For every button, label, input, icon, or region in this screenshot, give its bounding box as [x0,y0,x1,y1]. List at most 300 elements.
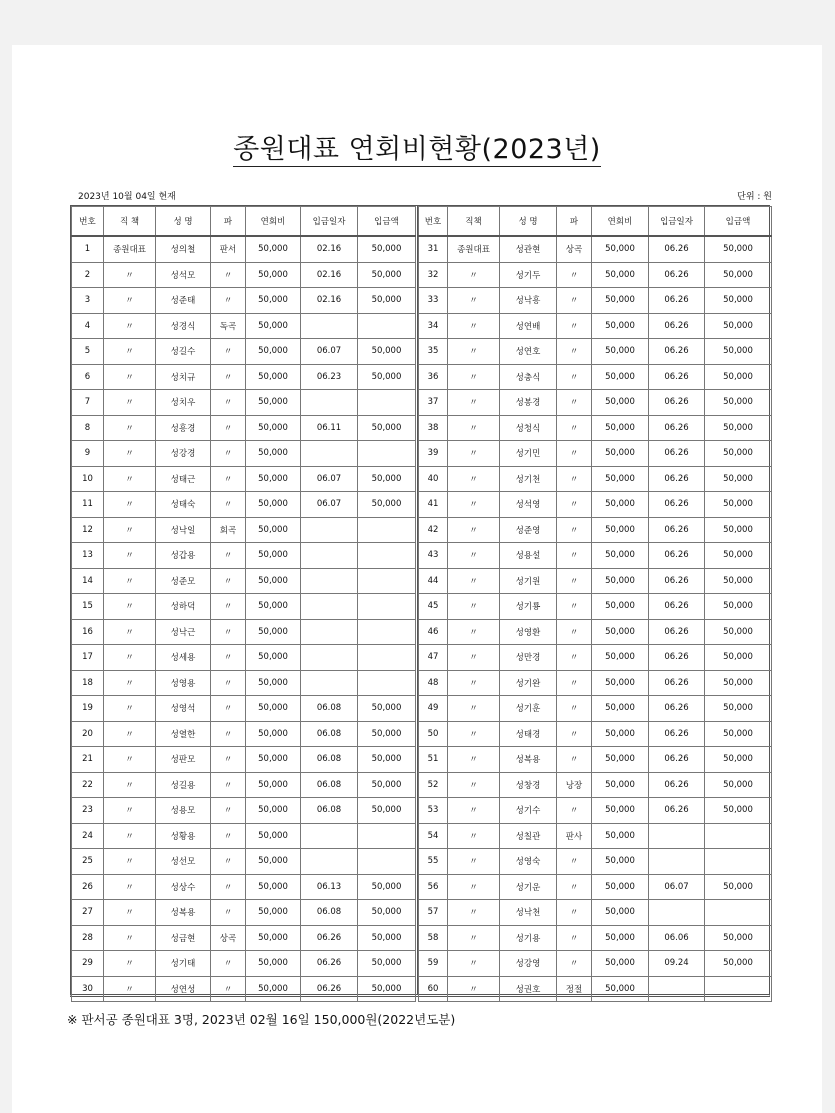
table-cell: 〃 [104,721,156,747]
table-row [72,313,416,339]
table-cell: 06.26 [649,721,705,747]
table-header-row [419,207,772,237]
table-cell: 〃 [557,543,592,569]
column-header: 직책 [448,207,500,237]
table-cell: 06.08 [301,798,358,824]
table-cell: 〃 [448,696,500,722]
table-cell: 성청식 [500,415,557,441]
unit-note: 단위 : 원 [737,192,772,202]
table-cell: 50,000 [358,288,416,314]
table-cell: 〃 [557,517,592,543]
table-cell: 〃 [211,772,246,798]
table-cell: 〃 [448,517,500,543]
table-cell: 50,000 [246,619,301,645]
table-cell: 〃 [557,900,592,926]
table-cell: 50,000 [358,772,416,798]
table-cell: 〃 [448,415,500,441]
table-row [72,798,416,824]
table-cell: 성치규 [156,364,211,390]
table-cell [358,670,416,696]
table-cell: 50,000 [246,390,301,416]
table-cell: 성칠관 [500,823,557,849]
table-cell: 50,000 [246,823,301,849]
table-cell: 〃 [448,390,500,416]
table-cell: 50,000 [705,798,772,824]
column-header: 입금일자 [649,207,705,237]
table-cell: 〃 [104,772,156,798]
table-cell: 06.07 [301,339,358,365]
table-cell [649,976,705,1002]
dues-table-left [71,206,418,994]
table-cell: 06.26 [649,339,705,365]
table-cell [358,568,416,594]
table-cell: 〃 [557,466,592,492]
table-cell: 06.26 [649,543,705,569]
table-cell: 27 [72,900,104,926]
table-cell: 55 [419,849,448,875]
table-cell: 50,000 [358,874,416,900]
table-cell: 06.26 [649,364,705,390]
table-cell [301,543,358,569]
table-cell: 성기용 [500,925,557,951]
table-cell: 〃 [557,594,592,620]
table-cell: 46 [419,619,448,645]
table-cell: 50,000 [592,823,649,849]
table-cell: 성용모 [156,798,211,824]
table-cell: 〃 [211,441,246,467]
dues-table-right [418,206,771,994]
table-cell: 성열한 [156,721,211,747]
table-cell: 06.26 [649,619,705,645]
table-row [72,925,416,951]
table-cell: 〃 [211,543,246,569]
table-cell: 3 [72,288,104,314]
table-cell: 43 [419,543,448,569]
table-cell: 60 [419,976,448,1002]
table-row [72,517,416,543]
table-cell: 51 [419,747,448,773]
table-cell: 11 [72,492,104,518]
table-cell: 〃 [557,951,592,977]
table-cell: 50,000 [705,543,772,569]
table-cell: 50,000 [358,925,416,951]
table-row [419,390,772,416]
table-row [419,236,772,262]
table-cell: 37 [419,390,448,416]
table-row [72,543,416,569]
table-cell: 50,000 [705,696,772,722]
table-cell [301,849,358,875]
document-page [12,45,822,1113]
table-cell: 〃 [104,441,156,467]
table-cell [301,823,358,849]
table-cell: 〃 [211,619,246,645]
table-cell: 50,000 [358,798,416,824]
table-cell: 정절 [557,976,592,1002]
table-cell: 06.26 [649,798,705,824]
table-cell: 〃 [448,594,500,620]
table-cell: 〃 [557,747,592,773]
table-cell: 〃 [557,288,592,314]
table-cell: 18 [72,670,104,696]
table-cell: 〃 [557,874,592,900]
table-cell: 50,000 [592,849,649,875]
table-cell: 〃 [104,696,156,722]
table-row [72,645,416,671]
table-cell: 〃 [104,262,156,288]
table-cell: 02.16 [301,236,358,262]
table-cell: 2 [72,262,104,288]
table-cell: 50,000 [592,951,649,977]
table-cell: 〃 [448,874,500,900]
table-cell: 〃 [448,313,500,339]
table-cell: 성태숙 [156,492,211,518]
table-cell: 성기두 [500,262,557,288]
dues-table [70,205,770,997]
table-cell [649,823,705,849]
table-cell [301,645,358,671]
table-cell: 50,000 [705,492,772,518]
table-cell: 58 [419,925,448,951]
table-cell: 06.26 [301,925,358,951]
table-row [419,696,772,722]
table-cell: 〃 [104,517,156,543]
table-cell: 26 [72,874,104,900]
table-cell: 50,000 [358,951,416,977]
table-cell: 〃 [211,568,246,594]
table-cell: 〃 [557,670,592,696]
table-cell: 50,000 [592,976,649,1002]
table-row [419,849,772,875]
table-cell: 50,000 [246,798,301,824]
table-cell: 48 [419,670,448,696]
table-cell: 성권호 [500,976,557,1002]
table-cell: 〃 [211,288,246,314]
table-cell: 50,000 [592,747,649,773]
table-cell: 06.26 [649,772,705,798]
table-cell: 06.26 [649,441,705,467]
table-row [419,262,772,288]
table-cell: 성의철 [156,236,211,262]
table-cell: 06.13 [301,874,358,900]
table-cell: 〃 [557,390,592,416]
table-cell: 성기운 [500,874,557,900]
table-cell: 〃 [448,951,500,977]
table-cell: 50,000 [246,925,301,951]
table-cell: 50,000 [705,339,772,365]
table-cell: 50,000 [705,772,772,798]
table-cell: 〃 [211,721,246,747]
table-cell: 50,000 [592,772,649,798]
table-cell: 〃 [211,900,246,926]
table-cell: 20 [72,721,104,747]
table-cell: 〃 [211,849,246,875]
table-cell: 50,000 [358,466,416,492]
table-cell: 06.07 [649,874,705,900]
table-cell: 성영용 [156,670,211,696]
table-cell: 종원대표 [448,236,500,262]
table-cell: 성경식 [156,313,211,339]
table-cell: 〃 [448,747,500,773]
table-cell: 성영숙 [500,849,557,875]
table-cell: 06.26 [649,390,705,416]
table-cell: 50,000 [246,849,301,875]
table-cell: 50,000 [592,415,649,441]
table-cell: 50,000 [705,594,772,620]
table-cell [705,976,772,1002]
table-cell: 50,000 [246,364,301,390]
table-cell: 50 [419,721,448,747]
table-cell: 50,000 [705,415,772,441]
table-cell: 성세용 [156,645,211,671]
table-cell: 57 [419,900,448,926]
table-cell: 50,000 [705,313,772,339]
table-cell: 낭장 [557,772,592,798]
table-cell: 성태근 [156,466,211,492]
table-cell: 성용설 [500,543,557,569]
table-cell: 50,000 [592,670,649,696]
table-header-row [72,207,416,237]
table-cell: 〃 [448,670,500,696]
table-cell: 50,000 [592,619,649,645]
table-cell: 28 [72,925,104,951]
table-cell: 6 [72,364,104,390]
column-header: 파 [557,207,592,237]
table-cell: 50,000 [705,517,772,543]
table-cell: 50,000 [246,951,301,977]
table-cell: 성복용 [156,900,211,926]
table-cell: 〃 [448,645,500,671]
table-cell: 성연호 [500,339,557,365]
table-row [419,441,772,467]
table-row [72,415,416,441]
table-cell [705,849,772,875]
table-cell: 〃 [104,670,156,696]
table-cell: 50,000 [246,415,301,441]
table-cell: 50,000 [705,670,772,696]
table-cell [358,645,416,671]
table-cell: 성기천 [500,466,557,492]
table-cell: 〃 [448,849,500,875]
table-cell: 성준태 [156,288,211,314]
table-row [419,492,772,518]
table-cell: 50,000 [592,874,649,900]
table-cell: 〃 [104,364,156,390]
table-cell [649,849,705,875]
table-cell: 〃 [557,313,592,339]
table-cell: 50,000 [358,900,416,926]
table-cell: 06.26 [301,951,358,977]
table-row [419,925,772,951]
table-cell: 〃 [211,976,246,1002]
table-cell: 〃 [211,339,246,365]
table-cell: 〃 [557,696,592,722]
table-cell: 50,000 [592,543,649,569]
table-cell: 〃 [448,492,500,518]
table-cell: 성석영 [500,492,557,518]
table-cell: 06.26 [649,747,705,773]
table-row [419,951,772,977]
table-cell: 21 [72,747,104,773]
table-cell: 56 [419,874,448,900]
table-cell [705,900,772,926]
table-cell: 〃 [448,364,500,390]
table-cell: 02.16 [301,262,358,288]
table-cell [301,517,358,543]
table-cell: 성흥경 [156,415,211,441]
table-cell: 06.07 [301,492,358,518]
table-row [72,390,416,416]
table-cell: 성태경 [500,721,557,747]
table-row [72,721,416,747]
table-cell: 50,000 [592,441,649,467]
table-cell: 성선모 [156,849,211,875]
table-cell: 52 [419,772,448,798]
table-cell: 성복용 [500,747,557,773]
table-cell: 50,000 [246,339,301,365]
table-cell: 06.26 [649,415,705,441]
table-cell: 〃 [104,415,156,441]
table-cell: 49 [419,696,448,722]
table-cell: 50,000 [246,747,301,773]
table-cell: 06.26 [649,594,705,620]
table-cell: 성낙일 [156,517,211,543]
table-cell: 5 [72,339,104,365]
table-cell: 〃 [448,262,500,288]
table-cell: 〃 [104,747,156,773]
table-cell: 50,000 [246,517,301,543]
table-cell: 〃 [448,900,500,926]
table-cell: 50,000 [358,721,416,747]
table-cell: 50,000 [705,466,772,492]
column-header: 직 책 [104,207,156,237]
table-cell: 50,000 [705,262,772,288]
table-cell: 06.26 [649,645,705,671]
table-cell: 50,000 [592,288,649,314]
table-cell: 06.26 [649,262,705,288]
table-cell: 〃 [448,925,500,951]
table-row [419,594,772,620]
table-cell: 06.26 [649,696,705,722]
table-cell: 50,000 [246,670,301,696]
table-cell: 50,000 [592,466,649,492]
table-cell: 45 [419,594,448,620]
table-row [72,747,416,773]
table-cell: 50,000 [246,568,301,594]
table-cell: 10 [72,466,104,492]
table-cell: 성금현 [156,925,211,951]
table-cell: 50,000 [592,313,649,339]
table-cell: 50,000 [358,236,416,262]
table-cell [358,517,416,543]
table-cell: 50,000 [246,492,301,518]
column-header: 입금일자 [301,207,358,237]
table-cell: 33 [419,288,448,314]
table-cell: 7 [72,390,104,416]
table-cell: 06.08 [301,772,358,798]
table-cell: 〃 [104,925,156,951]
table-cell: 41 [419,492,448,518]
table-cell: 성갑용 [156,543,211,569]
table-cell: 〃 [104,798,156,824]
table-cell: 50,000 [705,951,772,977]
table-cell [301,670,358,696]
table-row [72,236,416,262]
table-row [72,772,416,798]
table-cell: 50,000 [705,441,772,467]
table-cell: 성기훈 [500,696,557,722]
column-header: 입금액 [358,207,416,237]
table-cell: 15 [72,594,104,620]
table-cell: 29 [72,951,104,977]
table-cell: 06.23 [301,364,358,390]
column-header: 성 명 [500,207,557,237]
table-cell: 성석모 [156,262,211,288]
table-row [72,619,416,645]
table-cell: 25 [72,849,104,875]
table-cell: 성연성 [156,976,211,1002]
table-cell: 06.26 [649,466,705,492]
column-header: 파 [211,207,246,237]
table-cell: 36 [419,364,448,390]
table-cell: 〃 [104,390,156,416]
table-cell: 〃 [211,645,246,671]
table-cell: 50,000 [358,976,416,1002]
table-cell [649,900,705,926]
table-cell [301,390,358,416]
table-cell: 06.26 [649,517,705,543]
table-row [72,364,416,390]
table-cell: 50,000 [705,619,772,645]
table-cell: 50,000 [358,696,416,722]
table-cell: 32 [419,262,448,288]
table-cell: 50,000 [592,236,649,262]
table-cell: 24 [72,823,104,849]
table-row [419,798,772,824]
document-title: 종원대표 연회비현황(2023년) [233,134,601,165]
table-cell: 4 [72,313,104,339]
table-cell: 〃 [104,874,156,900]
table-cell: 종원대표 [104,236,156,262]
table-cell: 50,000 [592,645,649,671]
table-cell: 59 [419,951,448,977]
table-cell: 50,000 [246,466,301,492]
table-cell: 〃 [104,339,156,365]
table-cell: 성준영 [500,517,557,543]
table-cell: 회곡 [211,517,246,543]
table-cell: 06.26 [301,976,358,1002]
table-row [419,517,772,543]
table-cell: 14 [72,568,104,594]
table-row [72,594,416,620]
table-row [419,874,772,900]
table-cell: 〃 [211,466,246,492]
table-cell: 50,000 [592,262,649,288]
table-row [72,670,416,696]
table-cell: 47 [419,645,448,671]
table-cell: 성준모 [156,568,211,594]
table-cell: 성길수 [156,339,211,365]
table-cell: 35 [419,339,448,365]
table-cell: 50,000 [246,543,301,569]
table-cell: 54 [419,823,448,849]
table-cell: 〃 [557,925,592,951]
table-row [72,951,416,977]
table-cell: 40 [419,466,448,492]
table-cell: 50,000 [592,900,649,926]
table-cell: 9 [72,441,104,467]
table-cell: 13 [72,543,104,569]
